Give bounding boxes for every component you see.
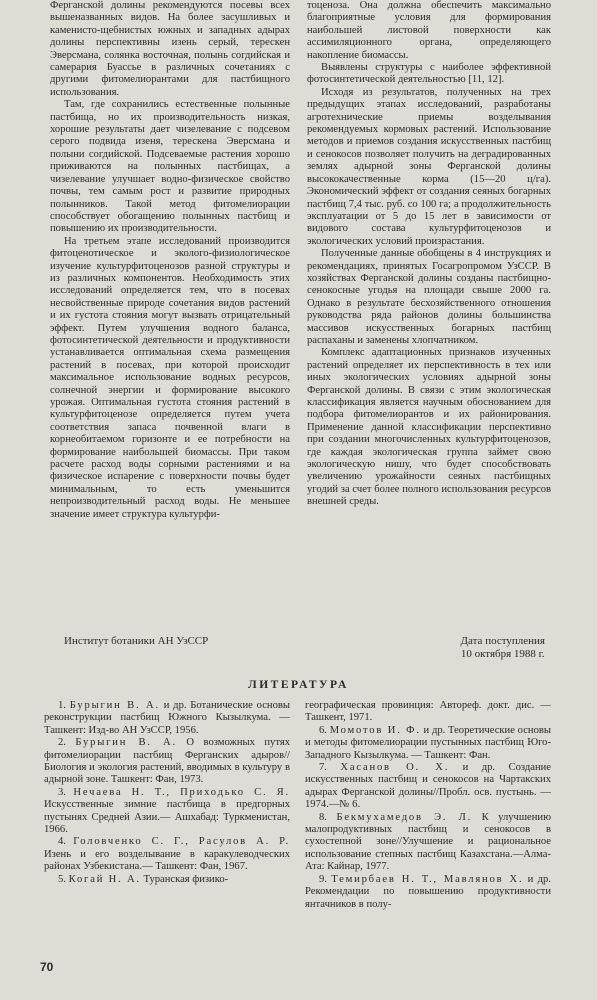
- article-footer: [0, 633, 597, 663]
- received-date-block: [461, 635, 545, 660]
- reference-item: 4. Головченко С. Г., Расулов А. Р. Изень и его возделывание в каракулеводческих районах Узбекистана.— Ташкент: Фан, 1967.: [44, 836, 290, 873]
- reference-item: 6. Момотов И. Ф. и др. Теоретические основы и методы фитомелиорации пустынных пастбищ Юго-Западного Кызылкума. — Ташкент: Фан.: [305, 724, 552, 761]
- reference-item: географическая провинция: Автореф. докт. дис. — Ташкент, 1971.: [305, 700, 551, 724]
- literature-heading: ЛИТЕРАТУРА: [248, 679, 349, 691]
- paragraph: Комплекс адаптационных признаков изученных растений определяет их перспективность в тех или иных экологических условиях адырной зоны Ферганской долины. В связи с этим экологическая классификация является научным обоснованием для подбора фитомелиорантов и их районирования. Применение данной классификации перспективно при создании многочисленных культурфитоценозов, где каждая экологическая группа займет свою экологическую нишу, что будет способствовать увеличению урожайности сеяных пастбищных угодий за счет более полного использования ресурсов внешней среды.: [307, 347, 551, 508]
- reference-item: 9. Темирбаев Н. Т., Мавлянов Х. и др. Рекомендации по повышению продуктивности янтачников в полу-: [305, 873, 551, 910]
- received-label: Дата поступления: [460, 635, 545, 647]
- right-column: [307, 0, 551, 509]
- reference-item: 3. Нечаева Н. Т., Приходько С. Я. Искусственные зимние пастбища в предгорных пустынях Средней Азии.— Ашхабад: Туркменистан, 1966.: [44, 786, 290, 836]
- reference-item: 1. Бурыгин В. А. и др. Ботанические основы реконструкции пастбищ Южного Кызылкума. — Ташкент: Изд-во АН УзССР, 1956.: [44, 700, 290, 736]
- left-column: [50, 0, 290, 521]
- reference-item: 8. Бекмухамедов Э. Л. К улучшению малопродуктивных пастбищ и сенокосов в сухостепной зоне//Улучшение и рациональное использование степных пастбищ Казахстана.—Алма-Ата: Кайнар, 1977.: [305, 811, 551, 873]
- received-date: 10 октября 1988 г.: [460, 647, 545, 660]
- references-right: [305, 700, 551, 968]
- paragraph: Полученные данные обобщены в 4 инструкциях и рекомендациях, принятых Госагропромом УзССР. В хозяйствах Ферганской долины созданы пастбищно-сенокосные угодья на площади свыше 2000 га. Однако в результате бесхозяйственного отношения руководства ряда районов долины большинства массивов искусственных богарных пастбищ распаханы и заменены хлопчатником.: [307, 248, 551, 346]
- reference-item: 5. Когай Н. А. Туранская физико-: [58, 873, 229, 885]
- references-left: [44, 700, 290, 968]
- paragraph: Там, где сохранились естественные полынные пастбища, но их производительность низкая, хорошие результаты дает чизелевание с подсевом серого подвида изеня, терескена Эверсмана и полыни согдийской. Подсеваемые растения хорошо приживаются на полынных пастбищах, а чизелевание улучшает водно-физическое свойство почвы, тем самым рост и развитие природных полынников. Такой метод фитомелиорации способствует обогащению полынных пастбищ и повышению их производительности.: [50, 99, 290, 235]
- institute-affiliation: Институт ботаники АН УзССР: [64, 635, 209, 647]
- paragraph: На третьем этапе исследований производится фитоценотическое и эколого-физиологическое изучение культурфитоценозов разной структуры и из различных компонентов. Необходимость этих исследований определяется тем, что в посевах несвойственные природе сочетания видов растений и их густота стояния могут вызвать отрицательный эффект. Путем улучшения водного баланса, фотосинтетической деятельности и продуктивности устанавливается оптимальная схема размещения растений в посевах, при которой происходит максимальное использование водных ресурсов, солнечной энергии и формирование высокого урожая. Оптимальная густота стояния растений в культурфитоценозе определяется путем учета соответствия запаса почвенной влаги в корнеобитаемом горизонте и ее потребности на формирование наибольшей биомассы. При таком расчете расход воды сорными растениями и на физическое испарение с поверхности почвы будет минимальным, то есть уменьшится непроизводительный расход воды. Не меньшее значение имеет структура культурфи-: [50, 235, 290, 520]
- page-number: 70: [40, 960, 54, 974]
- paragraph: Исходя из результатов, полученных на трех предыдущих этапах исследований, разработаны агротехнические приемы возделывания рекомендуемых кормовых растений. Использование методов и приемов создания искусственных пастбищ и сенокосов позволяет получить на деградированных землях адырной зоны Ферганской долины высококачественные корма (15—20 ц/га). Экономический эффект от создания сеяных богарных пастбищ 7,4 тыс. руб. со 100 га; а продолжительность эксплуатации от 5 до 15 лет в зависимости от видового состава культурфитоценозов и экологических условий произрастания.: [307, 86, 551, 247]
- reference-item: 2. Бурыгин В. А. О возможных путях фитомелиорации пастбищ Ферганских адыров//Биология и экология растений, вводимых в культуру в адырной зоне. Ташкент: Фан, 1973.: [44, 737, 290, 786]
- paragraph: тоценоза. Она должна обеспечить максимально благоприятные условия для формирования наибольшей листовой поверхности как ассимиляционного органа, определяющего накопление биомассы.: [307, 0, 551, 61]
- paragraph: Выявлены структуры с наиболее эффективной фотосинтетической деятельностью [11, 12].: [307, 62, 551, 86]
- paragraph: Ферганской долины рекомендуются посевы всех вышеназванных видов. На более засушливых и каменисто-щебнистых южных и западных адырах долины перспективны изень серый, терескен Эверсмана, солянка восточная, полынь согдийская и самерария Буассье в различных сочетаниях с другими фитомелиорантами для пастбищного использования.: [50, 0, 290, 98]
- reference-item: 7. Хасанов О. Х. и др. Создание искусственных пастбищ и сенокосов на Чартакских адырах Ферганской долины//Пробл. осв. пустынь. — 1974.—№ 6.: [305, 762, 551, 811]
